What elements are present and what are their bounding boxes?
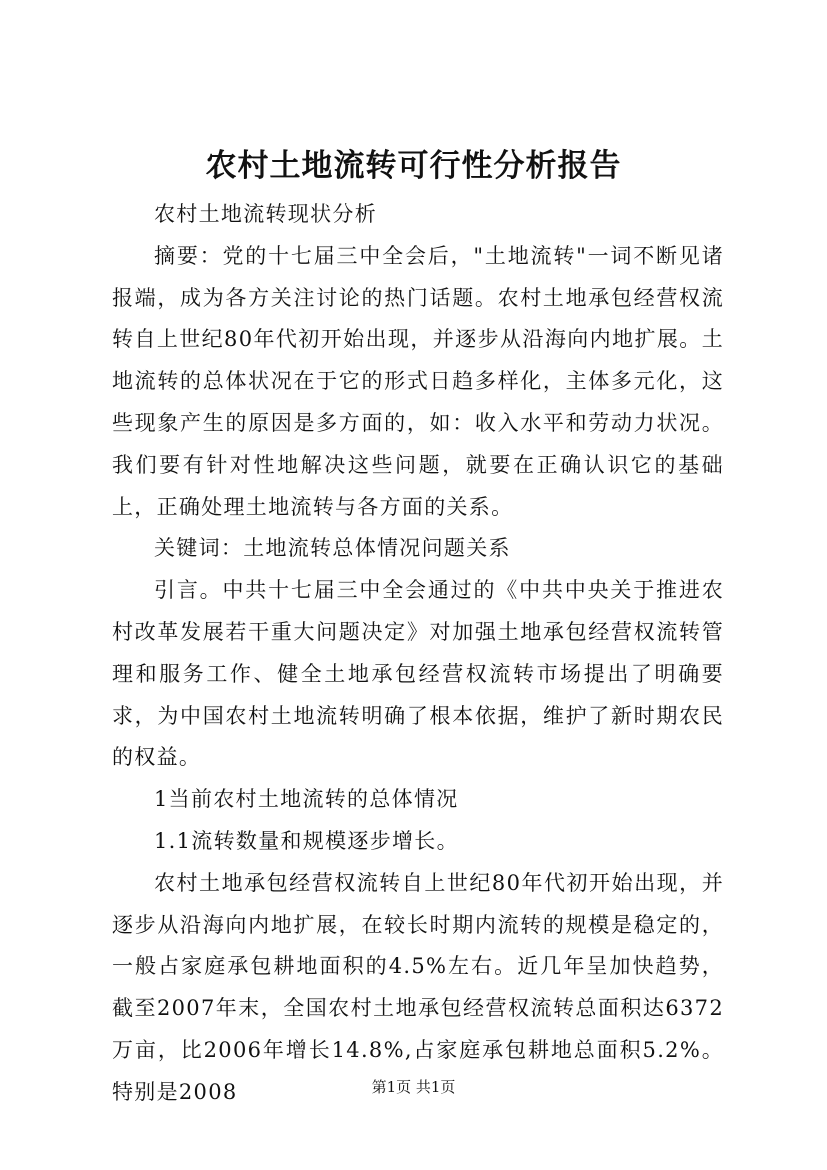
- document-title: 农村土地流转可行性分析报告: [205, 148, 622, 184]
- document-body: [112, 194, 724, 1114]
- paragraph-heading-1: 1当前农村土地流转的总体情况: [154, 787, 459, 812]
- paragraph-abstract: 摘要：党的十七届三中全会后，"土地流转"一词不断见诸报端，成为各方关注讨论的热门话题。农村土地承包经营权流转自上世纪80年代初开始出现，并逐步从沿海向内地扩展。土地流转的总体状况在于它的形式日趋多样化，主体多元化，这些现象产生的原因是多方面的，如：收入水平和劳动力状况。我们要有针对性地解决这些问题，就要在正确认识它的基础上，正确处理土地流转与各方面的关系。: [112, 243, 724, 519]
- paragraph-section-heading: 农村土地流转现状分析: [154, 202, 377, 226]
- paragraph-introduction: 引言。中共十七届三中全会通过的《中共中央关于推进农村改革发展若干重大问题决定》对加强土地承包经营权流转管理和服务工作、健全土地承包经营权流转市场提出了明确要求，为中国农村土地流转明确了根本依据，维护了新时期农民的权益。: [112, 578, 724, 770]
- page-footer: 第1页 共1页: [371, 1078, 456, 1096]
- paragraph-body: 农村土地承包经营权流转自上世纪80年代初开始出现，并逐步从沿海向内地扩展，在较长时期内流转的规模是稳定的，一般占家庭承包耕地面积的4.5%左右。近几年呈加快趋势，截至2007年末，全国农村土地承包经营权流转总面积达6372万亩，比2006年增长14.8%,占家庭承包耕地总面积5.2%。特别是2008: [112, 870, 724, 1104]
- paragraph-heading-1-1: 1.1流转数量和规模逐步增长。: [154, 828, 459, 853]
- paragraph-keywords: 关键词：土地流转总体情况问题关系: [154, 536, 511, 561]
